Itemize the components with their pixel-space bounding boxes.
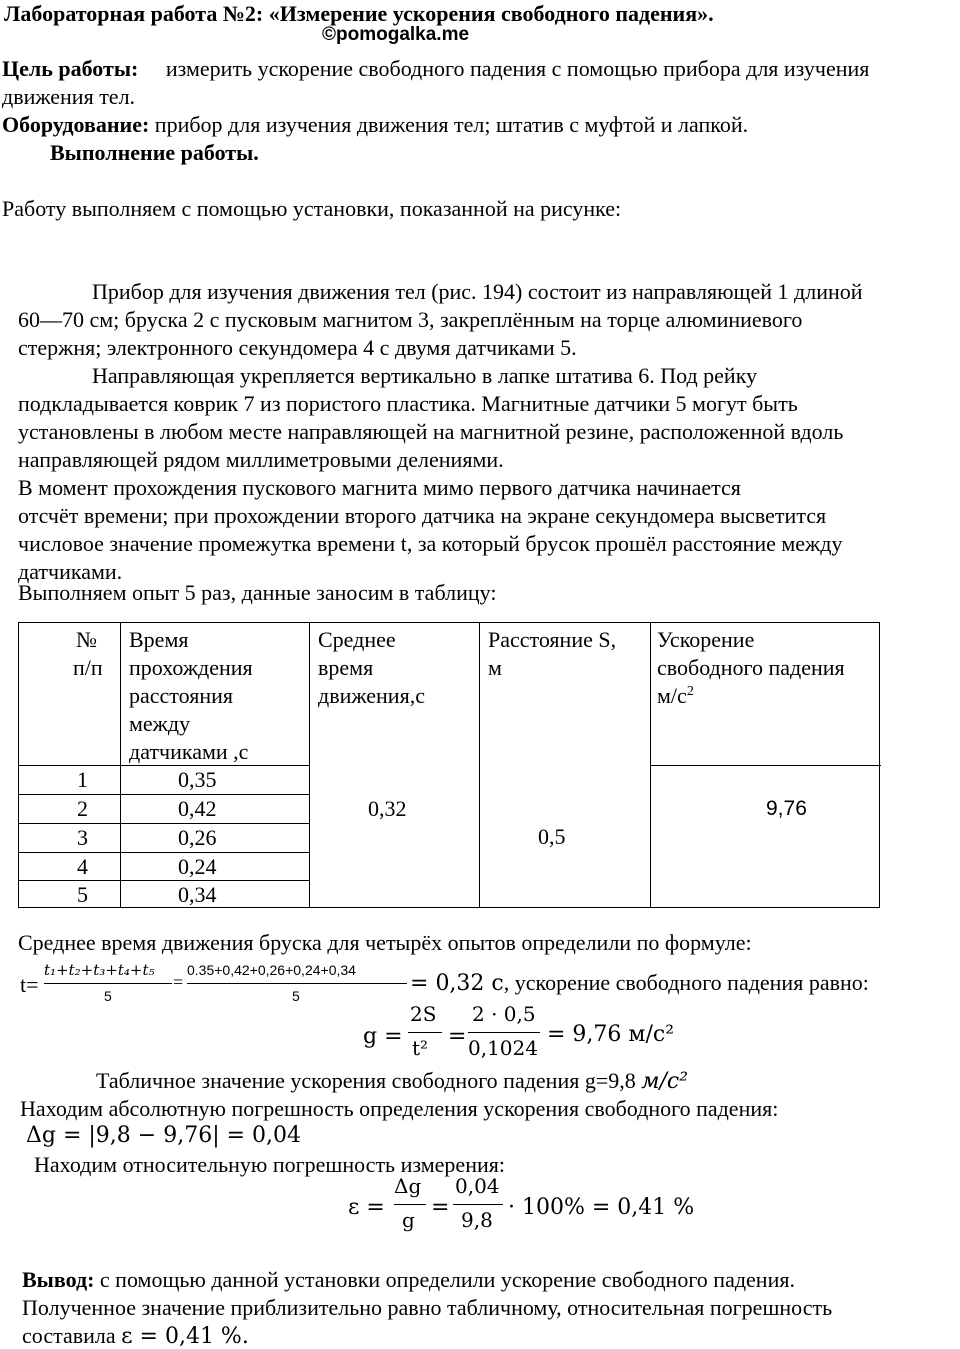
header-time-1: Время xyxy=(129,627,189,652)
g-den-2: 0,1024 xyxy=(468,1036,538,1060)
desc-line-6: установлены в любом месте направляющей на магнитной резине, расположенной вдоль xyxy=(18,419,844,444)
desc-line-9: отсчёт времени; при прохождении второго датчика на экране секундомера высветится xyxy=(18,503,827,528)
row-4-time: 0,24 xyxy=(178,854,217,879)
page-title: Лабораторная работа №2: «Измерение ускорения свободного падения». xyxy=(4,1,714,26)
avg-time-value: 0,32 xyxy=(368,796,407,821)
goal-label: Цель работы: xyxy=(2,56,139,81)
t-numerator: t₁+t₂+t₃+t₄+t₅ xyxy=(44,961,155,979)
desc-line-2: 60—70 см; бруска 2 с пусковым магнитом 3, закреплённым на торце алюминиевого xyxy=(18,307,803,332)
desc-line-5: подкладывается коврик 7 из пористого пластика. Магнитные датчики 5 могут быть xyxy=(18,391,798,416)
row-2-num: 2 xyxy=(77,796,88,821)
t-denominator-values: 5 xyxy=(292,988,300,1004)
work-heading: Выполнение работы. xyxy=(50,140,259,165)
row-5-num: 5 xyxy=(77,882,88,907)
header-dist-1: Расстояние S, xyxy=(488,627,617,652)
t-denominator: 5 xyxy=(104,988,112,1004)
t-result-line: = 0,32 с, ускорение свободного падения равно: xyxy=(410,970,869,996)
desc-line-8: В момент прохождения пускового магнита мимо первого датчика начинается xyxy=(18,475,741,500)
eps-den-1: g xyxy=(402,1208,415,1232)
header-dist-2: м xyxy=(488,655,502,680)
desc-line-4: Направляющая укрепляется вертикально в лапке штатива 6. Под рейку xyxy=(92,363,758,388)
desc-line-10: числовое значение промежутка времени t, за который брусок прошёл расстояние между xyxy=(18,531,843,556)
eps-result: · 100% = 0,41 % xyxy=(508,1195,695,1220)
row-1-num: 1 xyxy=(77,767,88,792)
row-5-time: 0,34 xyxy=(178,882,217,907)
table-intro: Выполняем опыт 5 раз, данные заносим в таблицу: xyxy=(18,580,497,605)
header-avg-3: движения,с xyxy=(318,683,425,708)
data-table xyxy=(18,622,880,908)
setup-line: Работу выполняем с помощью установки, показанной на рисунке: xyxy=(2,196,622,221)
header-num-2: п/п xyxy=(73,655,103,680)
header-num-1: № xyxy=(76,627,97,652)
eps-num-1: Δg xyxy=(394,1174,422,1198)
equipment-label: Оборудование: xyxy=(2,112,150,137)
eps-lhs: ε = xyxy=(348,1195,385,1220)
rel-error-intro: Находим относительную погрешность измерения: xyxy=(34,1152,505,1177)
t-prefix: t= xyxy=(20,972,39,997)
header-time-2: прохождения xyxy=(129,655,253,680)
conclusion-eps: ε = 0,41 %. xyxy=(121,1324,249,1349)
desc-line-11: датчиками. xyxy=(18,559,123,584)
header-time-3: расстояния xyxy=(129,683,233,708)
header-acc-1: Ускорение xyxy=(657,627,755,652)
g-num-2: 2 · 0,5 xyxy=(472,1002,536,1026)
g-result: = 9,76 м/с² xyxy=(547,1022,675,1047)
header-time-4: между xyxy=(129,711,191,736)
acceleration-value: 9,76 xyxy=(766,797,807,820)
row-3-time: 0,26 xyxy=(178,825,217,850)
goal-line xyxy=(2,56,869,81)
table-value-line: Табличное значение ускорения свободного падения g=9,8 м/с² xyxy=(96,1068,689,1094)
header-time-5: датчиками ,с xyxy=(129,739,249,764)
abs-error-intro: Находим абсолютную погрешность определения ускорения свободного падения: xyxy=(20,1096,779,1121)
desc-line-3: стержня; электронного секундомера 4 с двумя датчиками 5. xyxy=(18,335,577,360)
equipment-line xyxy=(2,112,748,137)
conclusion-line-1: Вывод: с помощью данной установки определили ускорение свободного падения. xyxy=(22,1267,795,1292)
row-1-time: 0,35 xyxy=(178,767,217,792)
equipment-text: прибор для изучения движения тел; штатив с муфтой и лапкой. xyxy=(154,112,749,137)
t-result: 0,32 с xyxy=(435,971,504,996)
watermark: ©pomogalka.me xyxy=(322,24,470,45)
t-suffix: , ускорение свободного падения равно: xyxy=(503,970,869,995)
goal-text-cont: движения тел. xyxy=(2,84,136,109)
g-lhs: g = xyxy=(363,1024,403,1049)
abs-error-formula: Δg = |9,8 − 9,76| = 0,04 xyxy=(26,1123,302,1148)
distance-value: 0,5 xyxy=(538,824,566,849)
desc-line-1: Прибор для изучения движения тел (рис. 194) состоит из направляющей 1 длиной xyxy=(92,279,863,304)
row-2-time: 0,42 xyxy=(178,796,217,821)
g-den-1: t² xyxy=(412,1036,429,1060)
goal-text: измерить ускорение свободного падения с помощью прибора для изучения xyxy=(165,56,870,81)
conclusion-line-2: Полученное значение приблизительно равно табличному, относительная погрешность xyxy=(22,1295,833,1320)
avg-formula-intro: Среднее время движения бруска для четырёх опытов определили по формуле: xyxy=(18,930,752,955)
t-numerator-values: 0.35+0,42+0,26+0,24+0,34 xyxy=(187,962,356,978)
header-acc-3: $м/с^2$ xyxy=(657,683,694,708)
row-4-num: 4 xyxy=(77,854,88,879)
table-value-unit: м/с² xyxy=(641,1069,689,1094)
eps-den-2: 9,8 xyxy=(461,1208,493,1232)
eps-num-2: 0,04 xyxy=(455,1174,500,1198)
conclusion-label: Вывод: xyxy=(22,1267,95,1292)
header-avg-2: время xyxy=(318,655,374,680)
row-3-num: 3 xyxy=(77,825,88,850)
header-acc-2: свободного падения xyxy=(657,655,845,680)
header-avg-1: Среднее xyxy=(318,627,396,652)
conclusion-line-3: составила ε = 0,41 %. xyxy=(22,1323,249,1349)
g-num-1: 2S xyxy=(410,1002,437,1026)
desc-line-7: направляющей рядом миллиметровыми делениями. xyxy=(18,447,504,472)
